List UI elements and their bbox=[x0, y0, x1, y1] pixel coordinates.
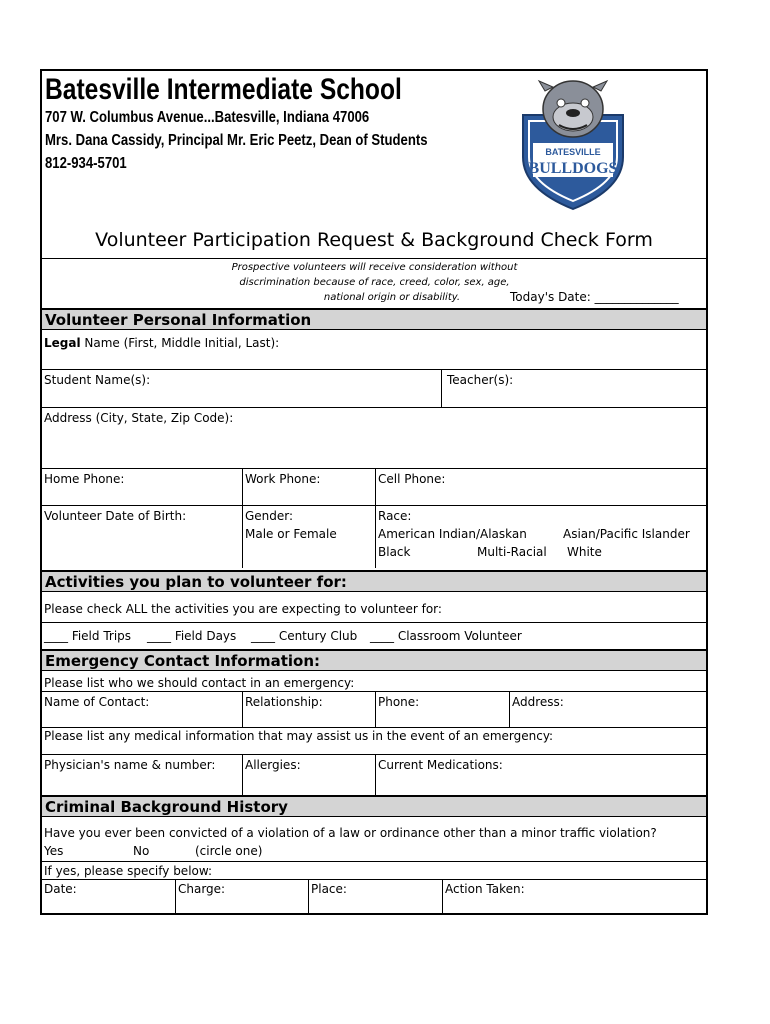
divider bbox=[42, 879, 706, 880]
cell-phone-field[interactable]: Cell Phone: bbox=[378, 472, 446, 486]
divider bbox=[42, 622, 706, 623]
legal-name-field[interactable] bbox=[44, 336, 279, 350]
section-heading: Volunteer Personal Information bbox=[45, 311, 312, 329]
legal-label: Legal bbox=[44, 336, 81, 350]
divider bbox=[375, 691, 376, 727]
divider bbox=[42, 754, 706, 755]
conviction-date-field[interactable]: Date: bbox=[44, 882, 77, 896]
form-title: Volunteer Participation Request & Background Check Form bbox=[95, 229, 653, 251]
section-emergency bbox=[42, 649, 706, 671]
emergency-instruction: Please list who we should contact in an emergency: bbox=[44, 676, 355, 690]
logo-text-top: BATESVILLE bbox=[545, 147, 601, 157]
divider bbox=[375, 754, 376, 795]
section-criminal-history bbox=[42, 795, 706, 817]
answer-no[interactable]: No bbox=[133, 844, 150, 858]
divider bbox=[509, 691, 510, 727]
volunteer-form bbox=[40, 69, 708, 915]
race-option-black[interactable]: Black bbox=[378, 545, 411, 559]
divider bbox=[242, 468, 243, 568]
relationship-field[interactable]: Relationship: bbox=[245, 695, 323, 709]
divider bbox=[42, 727, 706, 728]
divider bbox=[42, 369, 706, 370]
physician-field[interactable]: Physician's name & number: bbox=[44, 758, 216, 772]
notice-line-1: Prospective volunteers will receive consideration without bbox=[231, 262, 518, 273]
school-phone: 812-934-5701 bbox=[45, 155, 127, 172]
school-name: Batesville Intermediate School bbox=[45, 73, 402, 106]
activity-field-trips[interactable]: ____ Field Trips bbox=[44, 629, 132, 643]
specify-instruction: If yes, please specify below: bbox=[44, 864, 213, 878]
divider bbox=[242, 691, 243, 727]
work-phone-field[interactable]: Work Phone: bbox=[245, 472, 321, 486]
school-staff: Mrs. Dana Cassidy, Principal Mr. Eric Peetz, Dean of Students bbox=[45, 132, 428, 149]
activity-field-days[interactable]: ____ Field Days bbox=[147, 629, 237, 643]
race-label: Race: bbox=[378, 509, 412, 523]
allergies-field[interactable]: Allergies: bbox=[245, 758, 301, 772]
race-option-american-indian[interactable]: American Indian/Alaskan bbox=[378, 527, 527, 541]
medical-info-field[interactable]: Please list any medical information that may assist us in the event of an emergency: bbox=[44, 729, 554, 743]
address-field[interactable]: Address (City, State, Zip Code): bbox=[44, 411, 234, 425]
section-heading: Activities you plan to volunteer for: bbox=[45, 573, 347, 591]
divider bbox=[42, 468, 706, 469]
divider bbox=[308, 879, 309, 913]
contact-name-field[interactable]: Name of Contact: bbox=[44, 695, 150, 709]
section-personal-info bbox=[42, 308, 706, 330]
activities-instruction: Please check ALL the activities you are expecting to volunteer for: bbox=[44, 602, 442, 616]
activity-century-club[interactable]: ____ Century Club bbox=[251, 629, 358, 643]
legal-name-label: Name (First, Middle Initial, Last): bbox=[80, 336, 280, 350]
todays-date-field[interactable]: Today's Date: ______________ bbox=[510, 290, 679, 304]
dob-field[interactable]: Volunteer Date of Birth: bbox=[44, 509, 187, 523]
divider bbox=[175, 879, 176, 913]
divider bbox=[42, 691, 706, 692]
race-option-asian[interactable]: Asian/Pacific Islander bbox=[563, 527, 690, 541]
school-address: 707 W. Columbus Avenue...Batesville, Indiana 47006 bbox=[45, 109, 370, 126]
place-field[interactable]: Place: bbox=[311, 882, 347, 896]
race-option-white[interactable]: White bbox=[567, 545, 602, 559]
divider bbox=[375, 468, 376, 568]
medications-field[interactable]: Current Medications: bbox=[378, 758, 503, 772]
gender-options[interactable]: Male or Female bbox=[245, 527, 337, 541]
gender-label: Gender: bbox=[245, 509, 294, 523]
section-heading: Emergency Contact Information: bbox=[45, 652, 321, 670]
action-taken-field[interactable]: Action Taken: bbox=[445, 882, 525, 896]
divider bbox=[442, 879, 443, 913]
charge-field[interactable]: Charge: bbox=[178, 882, 226, 896]
contact-phone-field[interactable]: Phone: bbox=[378, 695, 420, 709]
notice-line-3: national origin or disability. bbox=[323, 292, 461, 303]
contact-address-field[interactable]: Address: bbox=[512, 695, 564, 709]
divider bbox=[441, 369, 442, 407]
divider bbox=[242, 754, 243, 795]
student-names-field[interactable]: Student Name(s): bbox=[44, 373, 151, 387]
section-activities bbox=[42, 570, 706, 592]
divider bbox=[42, 258, 706, 259]
race-option-multi[interactable]: Multi-Racial bbox=[477, 545, 547, 559]
answer-yes[interactable]: Yes bbox=[44, 844, 64, 858]
logo-text-bottom: BULLDOGS bbox=[528, 160, 618, 177]
notice-line-2: discrimination because of race, creed, color, sex, age, bbox=[239, 277, 510, 288]
section-heading: Criminal Background History bbox=[45, 798, 288, 816]
circle-one-note: (circle one) bbox=[195, 844, 263, 858]
bulldogs-logo bbox=[509, 77, 637, 211]
conviction-question: Have you ever been convicted of a violation of a law or ordinance other than a minor traffic violation? bbox=[44, 826, 657, 840]
divider bbox=[42, 407, 706, 408]
home-phone-field[interactable]: Home Phone: bbox=[44, 472, 125, 486]
divider bbox=[42, 505, 706, 506]
teachers-field[interactable]: Teacher(s): bbox=[447, 373, 514, 387]
activity-classroom-volunteer[interactable]: ____ Classroom Volunteer bbox=[370, 629, 522, 643]
divider bbox=[42, 861, 706, 862]
